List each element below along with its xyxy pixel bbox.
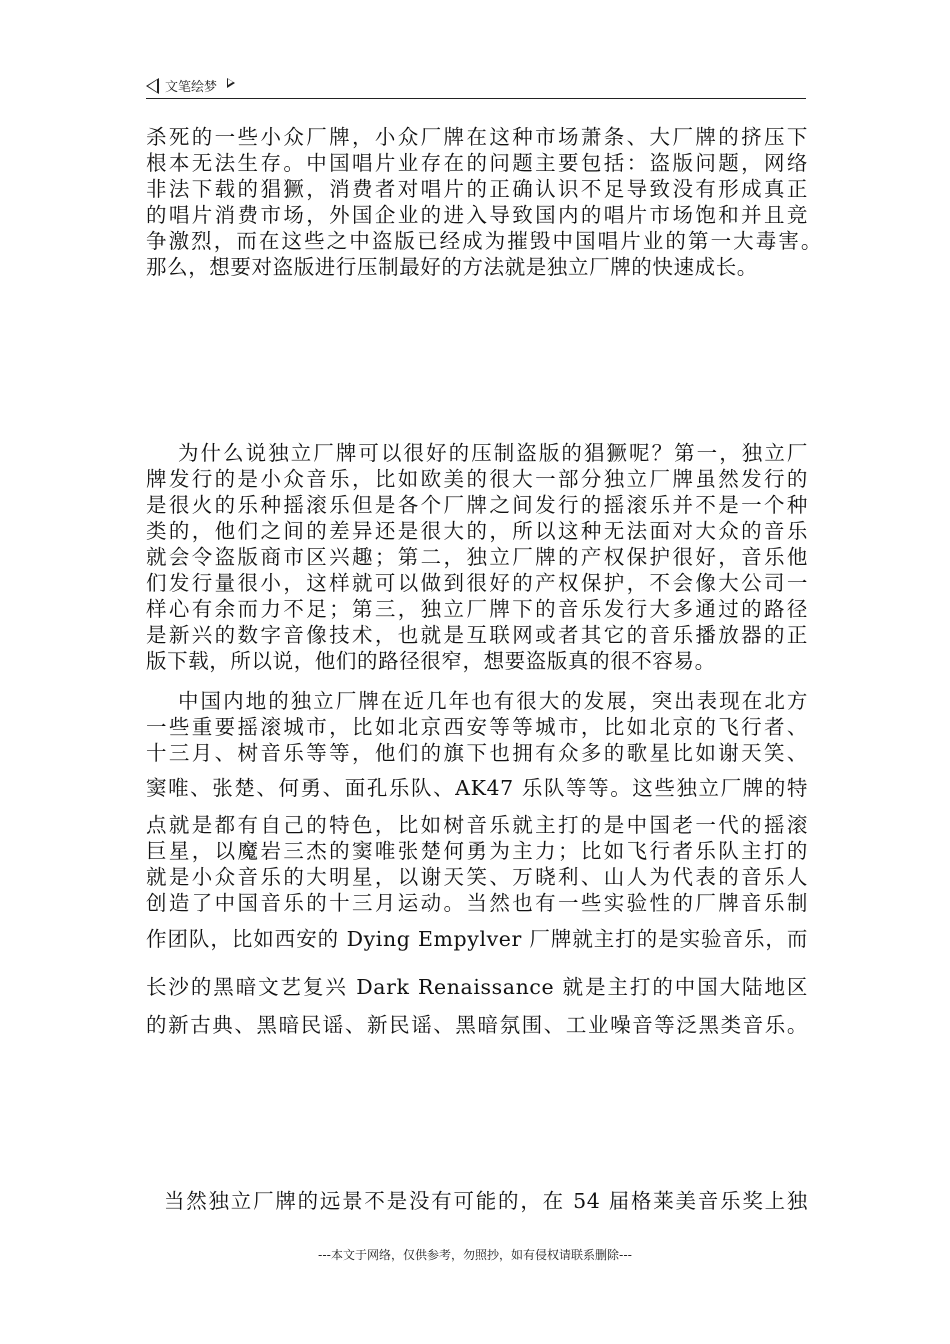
text-line: 是很火的乐种摇滚乐但是各个厂牌之间发行的摇滚乐并不是一个种 bbox=[146, 493, 808, 517]
text-line: 根本无法生存。中国唱片业存在的问题主要包括：盗版问题，网络 bbox=[146, 151, 808, 175]
text-line: 们发行量很小，这样就可以做到很好的产权保护，不会像大公司一 bbox=[146, 571, 808, 595]
text-line: 创造了中国音乐的十三月运动。当然也有一些实验性的厂牌音乐制 bbox=[146, 891, 808, 915]
text-line: 长沙的黑暗文艺复兴 Dark Renaissance 就是主打的中国大陆地区 bbox=[146, 975, 808, 999]
text-line: 就是小众音乐的大明星，以谢天笑、万晓利、山人为代表的音乐人 bbox=[146, 865, 808, 889]
triangle-right-icon bbox=[227, 78, 235, 88]
text-line: 的新古典、黑暗民谣、新民谣、黑暗氛围、工业噪音等泛黑类音乐。 bbox=[146, 1013, 808, 1037]
text-line: 就会令盗版商市区兴趣；第二，独立厂牌的产权保护很好，音乐他 bbox=[146, 545, 808, 569]
text-line: 的唱片消费市场，外国企业的进入导致国内的唱片市场饱和并且竞 bbox=[146, 203, 808, 227]
text-line: 窦唯、张楚、何勇、面孔乐队、AK47 乐队等等。这些独立厂牌的特 bbox=[146, 776, 808, 800]
text-line: 那么，想要对盗版进行压制最好的方法就是独立厂牌的快速成长。 bbox=[146, 255, 758, 279]
text-line: 作团队，比如西安的 Dying Empylver 厂牌就主打的是实验音乐，而 bbox=[146, 927, 808, 951]
text-line: 一些重要摇滚城市，比如北京西安等等城市，比如北京的飞行者、 bbox=[146, 715, 808, 739]
text-line: 是新兴的数字音像技术，也就是互联网或者其它的音乐播放器的正 bbox=[146, 623, 808, 647]
text-line: 中国内地的独立厂牌在近几年也有很大的发展，突出表现在北方 bbox=[178, 689, 808, 713]
page-header bbox=[146, 74, 806, 99]
text-line: 非法下载的猖獗，消费者对唱片的正确认识不足导致没有形成真正 bbox=[146, 177, 808, 201]
header-title: 文笔绘梦 bbox=[165, 80, 218, 95]
header-brand bbox=[146, 76, 235, 95]
text-line: 样心有余而力不足；第三，独立厂牌下的音乐发行大多通过的路径 bbox=[146, 597, 808, 621]
text-line: 当然独立厂牌的远景不是没有可能的，在 54 届格莱美音乐奖上独 bbox=[164, 1189, 808, 1213]
text-line: 为什么说独立厂牌可以很好的压制盗版的猖獗呢？第一，独立厂 bbox=[178, 441, 808, 465]
text-line: 点就是都有自己的特色，比如树音乐就主打的是中国老一代的摇滚 bbox=[146, 813, 808, 837]
text-line: 十三月、树音乐等等，他们的旗下也拥有众多的歌星比如谢天笑、 bbox=[146, 741, 808, 765]
text-line: 巨星，以魔岩三杰的窦唯张楚何勇为主力；比如飞行者乐队主打的 bbox=[146, 839, 808, 863]
text-line: 牌发行的是小众音乐，比如欧美的很大一部分独立厂牌虽然发行的 bbox=[146, 467, 808, 491]
triangle-left-icon bbox=[146, 78, 159, 94]
text-line: 杀死的一些小众厂牌，小众厂牌在这种市场萧条、大厂牌的挤压下 bbox=[146, 125, 808, 149]
text-line: 版下载，所以说，他们的路径很窄，想要盗版真的很不容易。 bbox=[146, 649, 716, 673]
text-line: 争激烈，而在这些之中盗版已经成为摧毁中国唱片业的第一大毒害。 bbox=[146, 229, 822, 253]
text-line: 类的，他们之间的差异还是很大的，所以这种无法面对大众的音乐 bbox=[146, 519, 808, 543]
page-footer: ---本文于网络，仅供参考，勿照抄，如有侵权请联系删除--- bbox=[318, 1248, 632, 1262]
